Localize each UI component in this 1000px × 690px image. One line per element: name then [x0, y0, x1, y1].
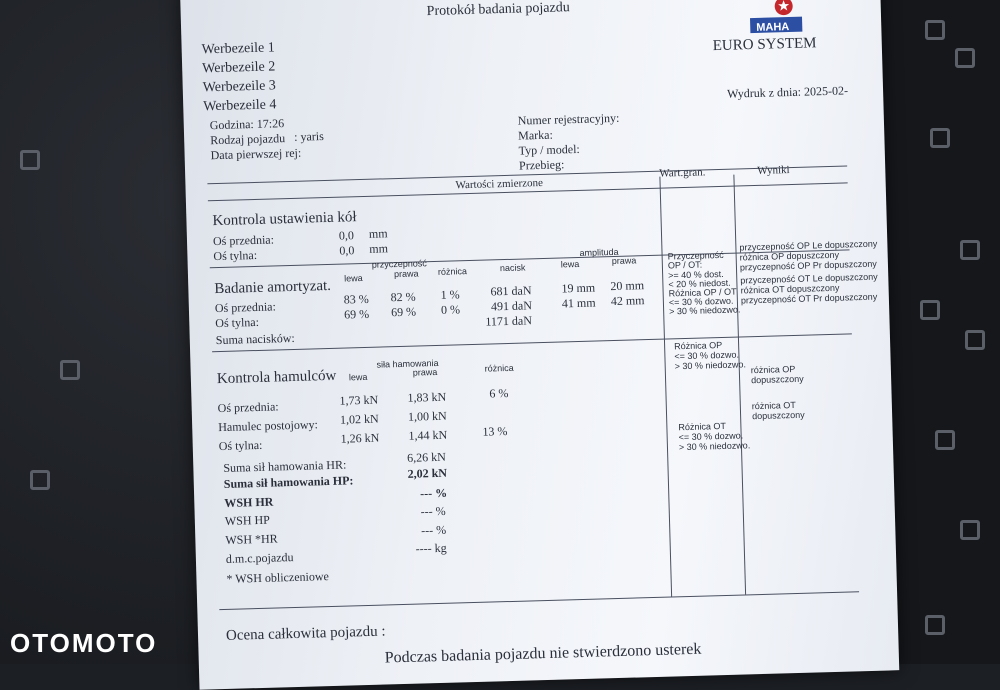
suspension-sum-label: Suma nacisków: [215, 330, 295, 348]
vehicle-type-value: : yaris [293, 129, 325, 144]
background-pattern [20, 150, 40, 170]
background-pattern [960, 240, 980, 260]
brakes-front-diff: 6 % [489, 385, 509, 401]
brakes-limit-ot: > 30 % niedozwo. [678, 440, 751, 453]
suspension-rear-label: Oś tylna: [215, 314, 260, 331]
background-pattern [920, 300, 940, 320]
suspension-header-right: prawa [393, 268, 419, 280]
document-title: Protokół badania pojazdu [426, 0, 570, 20]
background-pattern [955, 48, 975, 68]
suspension-rear-diff: 0 % [440, 302, 461, 317]
suspension-rear-press: 491 daN [490, 298, 533, 314]
background-pattern [30, 470, 50, 490]
suspension-header-amplitude: amplituda [579, 246, 619, 258]
alignment-front-label: Oś przednia: [212, 232, 275, 249]
suspension-front-diff: 1 % [440, 287, 460, 302]
brakes-rear-left: 1,26 kN [340, 430, 380, 446]
suspension-header-amp-left: lewa [560, 258, 580, 270]
overall-assessment-title: Ocena całkowita pojazdu : [225, 623, 386, 644]
rule [219, 591, 859, 610]
column-divider [659, 177, 672, 597]
brand-name: EURO SYSTEM [712, 35, 817, 55]
brakes-title: Kontrola hamulców [216, 367, 337, 388]
registration-number-label: Numer rejestracyjny: [517, 110, 620, 128]
brakes-front-label: Oś przednia: [217, 399, 279, 416]
suspension-front-left: 83 % [343, 291, 369, 307]
suspension-front-amp-right: 20 mm [610, 278, 645, 294]
rule [212, 330, 852, 352]
otomoto-watermark: OTOMOTO [10, 628, 158, 658]
ad-line-3: Werbezeile 3 [202, 78, 277, 96]
suspension-header-press: nacisk [499, 262, 526, 274]
overall-assessment-result: Podczas badania pojazdu nie stwierdzono usterek [384, 640, 702, 667]
suspension-limit: Różnica OP / OT [668, 286, 737, 299]
model-label: Typ / model: [518, 141, 580, 158]
parking-brake-left: 1,02 kN [339, 411, 379, 427]
column-measured: Wartości zmierzone [455, 176, 544, 192]
brakes-limit-op: Różnica OP [674, 340, 723, 352]
suspension-result: różnica OT dopuszczony [740, 282, 840, 296]
suspension-result: przyczepność OP Le dopuszczony [739, 238, 878, 253]
sum-hr-label: Suma sił hamowania HR: [223, 457, 347, 475]
brakes-front-left: 1,73 kN [339, 392, 379, 408]
suspension-title: Badanie amortyzat. [214, 277, 332, 298]
suspension-header-diff: różnica [437, 266, 468, 277]
brakes-limit-ot: <= 30 % dozwo. [678, 430, 744, 443]
suspension-result: przyczepność OT Pr dopuszczony [740, 291, 878, 306]
wsh-hr-label: WSH HR [224, 494, 274, 510]
alignment-front-value: 0,0 [338, 228, 355, 243]
background-pattern [935, 430, 955, 450]
column-limits: Wart.gran. [659, 166, 706, 180]
brakes-header-force: siła hamowania [376, 357, 439, 370]
wsh-hp-value: --- % [420, 503, 446, 519]
alignment-rear-unit: mm [369, 241, 389, 256]
background-pattern [925, 615, 945, 635]
dmc-label: d.m.c.pojazdu [225, 550, 294, 566]
wsh-star-value: --- % [420, 522, 447, 538]
alignment-rear-label: Oś tylna: [213, 247, 258, 264]
suspension-front-label: Oś przednia: [214, 299, 277, 316]
suspension-sum-value: 1171 daN [485, 313, 533, 329]
background-pattern [965, 330, 985, 350]
suspension-limit: > 30 % niedozwo. [669, 304, 741, 317]
column-divider [733, 175, 746, 595]
brakes-result-op: dopuszczony [750, 373, 804, 386]
suspension-limit: Przyczepność [667, 249, 724, 262]
inspection-protocol-sheet [180, 0, 899, 690]
wsh-star-label: WSH *HR [225, 531, 278, 547]
parking-brake-label: Hamulec postojowy: [218, 417, 319, 435]
sum-hp-label: Suma sił hamowania HP: [223, 473, 354, 491]
suspension-header-left: lewa [343, 273, 363, 284]
suspension-result: przyczepność OP Pr dopuszczony [739, 258, 877, 273]
ad-line-1: Werbezeile 1 [201, 40, 275, 58]
wsh-hr-value: --- % [419, 485, 448, 501]
ad-line-4: Werbezeile 4 [203, 97, 277, 115]
brakes-limit-op: <= 30 % dozwo. [674, 349, 740, 362]
suspension-result: różnica OP dopuszczony [739, 249, 840, 263]
suspension-front-press: 681 daN [490, 283, 532, 299]
ad-line-2: Werbezeile 2 [202, 59, 276, 77]
maha-logo-text: MAHA [756, 21, 790, 34]
background-pattern [925, 20, 945, 40]
suspension-header-amp-right: prawa [611, 255, 637, 267]
print-date: Wydruk z dnia: 2025-02- [726, 83, 849, 101]
brakes-header-diff: różnica [484, 362, 514, 374]
first-registration-label: Data pierwszej rej: [210, 145, 302, 163]
make-label: Marka: [518, 127, 554, 143]
suspension-front-right: 82 % [390, 289, 416, 305]
brakes-header-left: lewa [348, 371, 368, 383]
alignment-rear-value: 0,0 [339, 243, 355, 258]
alignment-front-unit: mm [368, 226, 388, 241]
brakes-limit-ot: Różnica OT [678, 420, 727, 433]
brakes-header-right: prawa [412, 366, 438, 378]
brakes-rear-label: Oś tylna: [218, 437, 263, 454]
suspension-header-adhesion: przyczepność [371, 258, 427, 270]
suspension-limit: >= 40 % dost. [668, 268, 724, 281]
suspension-front-amp-left: 19 mm [561, 280, 596, 296]
sum-hr-value: 6,26 kN [406, 449, 447, 465]
brakes-result-ot: różnica OT [751, 399, 796, 412]
brakes-result-ot: dopuszczony [751, 409, 805, 422]
wsh-hp-label: WSH HP [224, 512, 271, 528]
suspension-rear-right: 69 % [390, 304, 417, 320]
suspension-limit: < 20 % niedost. [668, 277, 731, 290]
background-pattern [930, 128, 950, 148]
sum-hp-value: 2,02 kN [407, 465, 448, 481]
vehicle-type-label: Rodzaj pojazdu [210, 131, 286, 148]
inspection-time: Godzina: 17:26 [209, 116, 285, 133]
dmc-value: ---- kg [415, 540, 447, 556]
suspension-rear-amp-right: 42 mm [610, 293, 645, 309]
wsh-footnote: * WSH obliczeniowe [226, 569, 330, 586]
background-pattern [60, 360, 80, 380]
alignment-title: Kontrola ustawienia kół [212, 209, 357, 230]
brakes-rear-diff: 13 % [482, 424, 508, 439]
suspension-rear-left: 69 % [343, 306, 370, 322]
suspension-limit: <= 30 % dozwo. [668, 295, 734, 308]
parking-brake-right: 1,00 kN [407, 408, 447, 424]
background-pattern [960, 520, 980, 540]
column-results: Wyniki [757, 164, 790, 177]
brakes-result-op: różnica OP [750, 363, 796, 376]
suspension-limit: OP / OT: [667, 259, 703, 271]
brakes-limit-op: > 30 % niedozwo. [674, 359, 747, 372]
brakes-front-right: 1,83 kN [407, 389, 447, 405]
brakes-rear-right: 1,44 kN [408, 427, 448, 443]
suspension-rear-amp-left: 41 mm [561, 295, 596, 311]
suspension-result: przyczepność OT Le dopuszczony [740, 271, 878, 286]
mileage-label: Przebieg: [518, 157, 565, 173]
